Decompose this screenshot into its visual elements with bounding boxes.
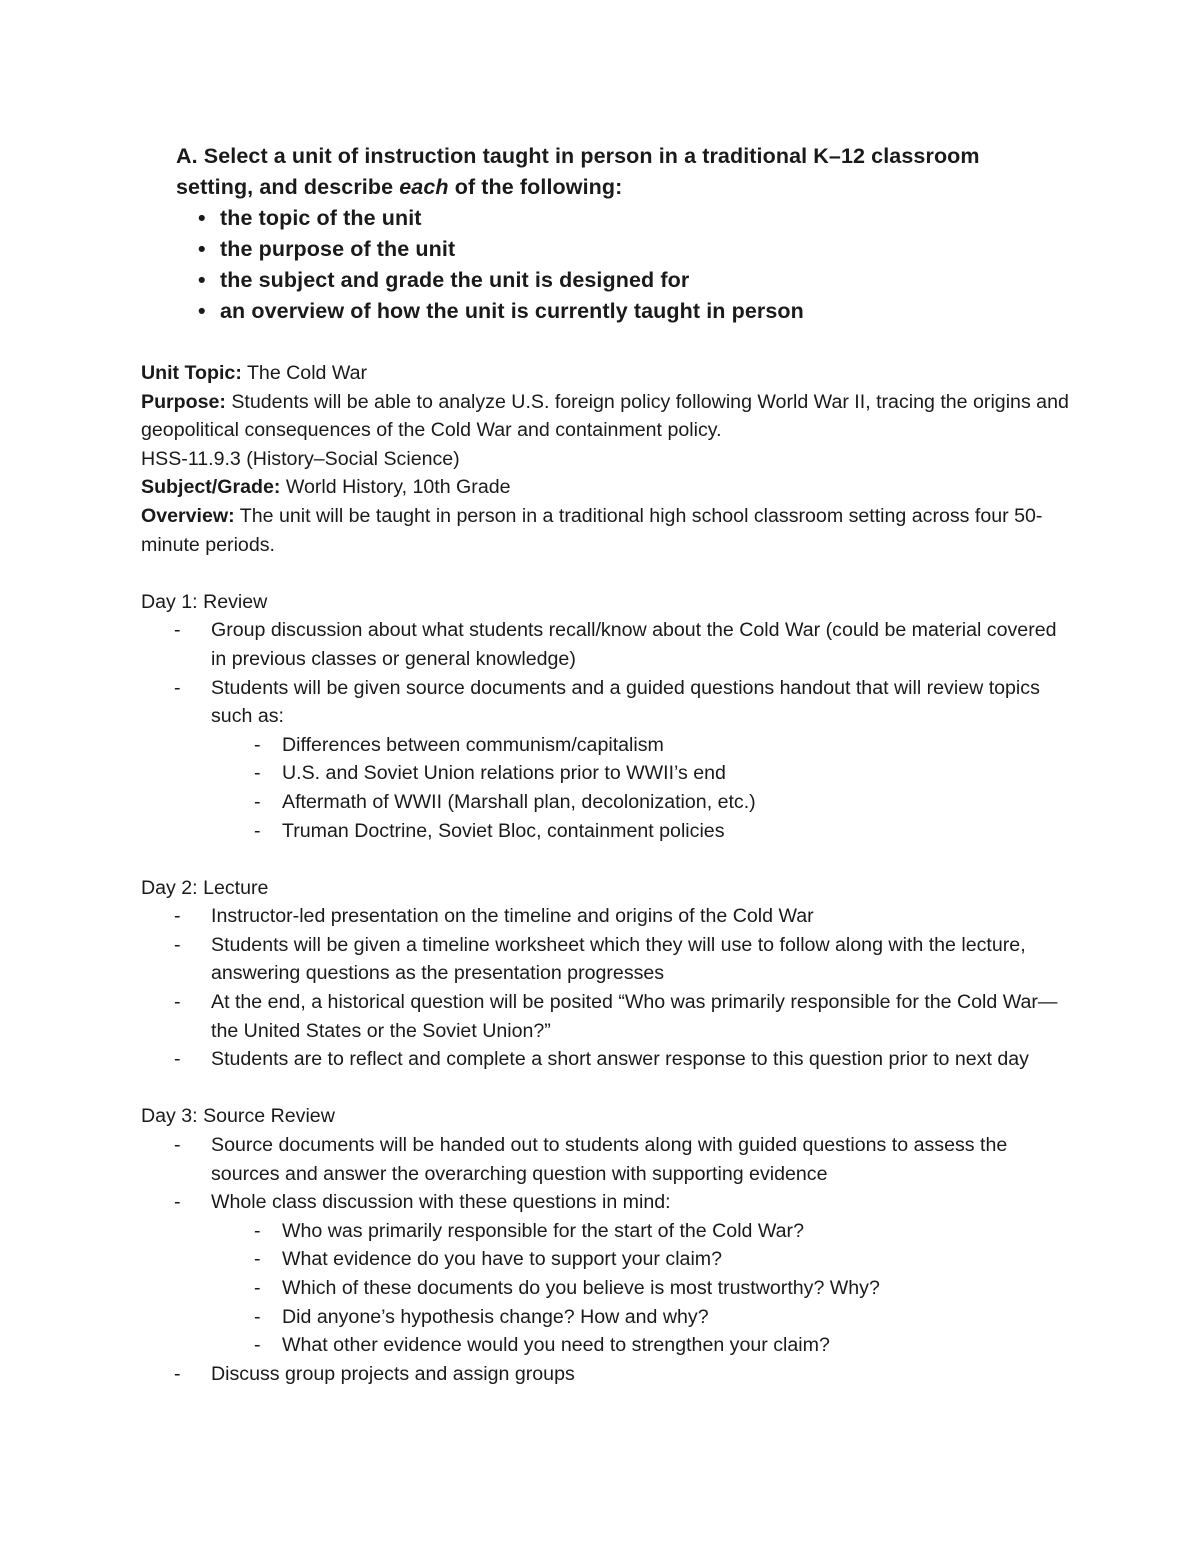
unit-purpose [141,388,1071,445]
bullet-icon: • [198,299,206,323]
sub-list-item [141,1245,1071,1274]
dash-icon: - [174,619,181,642]
dash-icon: - [174,1362,181,1385]
prompt-bullet-list [176,203,1076,327]
sub-list-item [141,731,1071,760]
spacer [141,1074,1071,1103]
list-item-text: Truman Doctrine, Soviet Bloc, containment policies [282,819,725,842]
dash-icon: - [174,933,181,956]
sub-list-item [141,1303,1071,1332]
list-item-text: At the end, a historical question will be posited “Who was primarily responsible for the Cold War—the United States or the Soviet Union?” [211,991,1058,1042]
dash-icon: - [174,991,181,1014]
sub-list-item [141,1274,1071,1303]
list-item [141,902,1071,931]
field-label: Subject/Grade: [141,476,281,499]
day-title: Day 3: Source Review [141,1105,335,1128]
response-body [141,359,1071,1388]
prompt-bullet [176,265,1076,296]
dash-icon: - [254,1219,261,1242]
field-label: Unit Topic: [141,362,242,384]
sub-list-item [141,788,1071,817]
prompt-bullet [176,234,1076,265]
standard-code: HSS-11.9.3 (History–Social Science) [141,447,460,470]
list-item-text: What evidence do you have to support your claim? [282,1248,723,1271]
prompt-text: of the following: [448,175,623,199]
field-label: Overview: [141,504,235,527]
list-item [141,988,1071,1045]
prompt-text: setting, and describe [176,175,400,199]
unit-overview [141,502,1071,559]
list-item-text: Whole class discussion with these questions in mind: [211,1191,671,1214]
dash-icon: - [174,1048,181,1071]
list-item [141,1188,1071,1217]
list-item [141,674,1071,731]
assignment-prompt [176,141,1076,327]
dash-icon: - [254,1305,261,1328]
dash-icon: - [254,733,261,756]
day-3-section [141,1102,1071,1388]
list-item [141,1131,1071,1188]
bullet-icon: • [198,268,206,292]
list-item-text: Aftermath of WWII (Marshall plan, decolonization, etc.) [282,790,756,813]
prompt-bullet-text: the topic of the unit [220,206,422,230]
list-item-text: U.S. and Soviet Union relations prior to WWII’s end [282,762,726,785]
prompt-bullet [176,296,1076,327]
dash-icon: - [174,1191,181,1214]
list-item [141,1045,1071,1074]
field-value: World History, 10th Grade [280,476,511,499]
sub-list-item [141,1217,1071,1246]
list-item-text: Did anyone’s hypothesis change? How and why? [282,1305,709,1328]
dash-icon: - [254,1248,261,1271]
prompt-bullet-text: the purpose of the unit [220,237,456,261]
list-item-text: Which of these documents do you believe is most trustworthy? Why? [282,1277,880,1299]
prompt-bullet [176,203,1076,234]
prompt-heading-line-2 [176,172,1076,203]
field-value: The Cold War [241,362,368,384]
list-item-text: Group discussion about what students recall/know about the Cold War (could be material covered in previous classes or general knowledge) [211,619,1057,670]
list-item [141,1360,1071,1389]
bullet-icon: • [198,206,206,230]
list-item-text: Who was primarily responsible for the start of the Cold War? [282,1219,804,1242]
spacer [141,845,1071,874]
list-item-text: What other evidence would you need to strengthen your claim? [282,1334,830,1357]
sub-list-item [141,1331,1071,1360]
subject-grade [141,473,1071,502]
unit-topic [141,359,1071,388]
sub-list-item [141,817,1071,846]
prompt-emphasis: each [399,175,449,199]
list-item-text: Instructor-led presentation on the timeline and origins of the Cold War [211,905,814,928]
prompt-bullet-text: an overview of how the unit is currently taught in person [220,299,804,323]
list-item-text: Differences between communism/capitalism [282,733,664,756]
dash-icon: - [254,790,261,813]
dash-icon: - [174,676,181,699]
field-label: Purpose: [141,390,226,413]
dash-icon: - [254,1277,261,1299]
dash-icon: - [254,762,261,785]
dash-icon: - [254,1334,261,1357]
day-title: Day 2: Lecture [141,876,269,899]
day-2-section [141,874,1071,1074]
bullet-icon: • [198,237,206,261]
list-item [141,616,1071,673]
field-value: The unit will be taught in person in a traditional high school classroom setting across four 50-minute periods. [141,504,1043,556]
spacer [141,559,1071,588]
prompt-bullet-text: the subject and grade the unit is designed for [220,268,690,292]
dash-icon: - [174,1134,181,1157]
list-item-text: Discuss group projects and assign groups [211,1362,575,1385]
list-item-text: Students will be given source documents and a guided questions handout that will review topics such as: [211,676,1040,728]
day-title: Day 1: Review [141,590,268,613]
dash-icon: - [254,819,261,842]
list-item [141,931,1071,988]
dash-icon: - [174,905,181,928]
field-value: Students will be able to analyze U.S. foreign policy following World War II, tracing the origins and geopolitical consequences of the Cold War and containment policy. [141,390,1069,442]
prompt-heading-line-1: A. Select a unit of instruction taught in person in a traditional K–12 classroom [176,144,980,168]
day-1-section [141,588,1071,845]
list-item-text: Students are to reflect and complete a short answer response to this question prior to next day [211,1048,1029,1071]
list-item-text: Students will be given a timeline worksheet which they will use to follow along with the lecture, answering questions as the presentation progresses [211,933,1026,985]
sub-list-item [141,759,1071,788]
list-item-text: Source documents will be handed out to students along with guided questions to assess the sources and answer the overarching question with supporting evidence [211,1134,1008,1185]
